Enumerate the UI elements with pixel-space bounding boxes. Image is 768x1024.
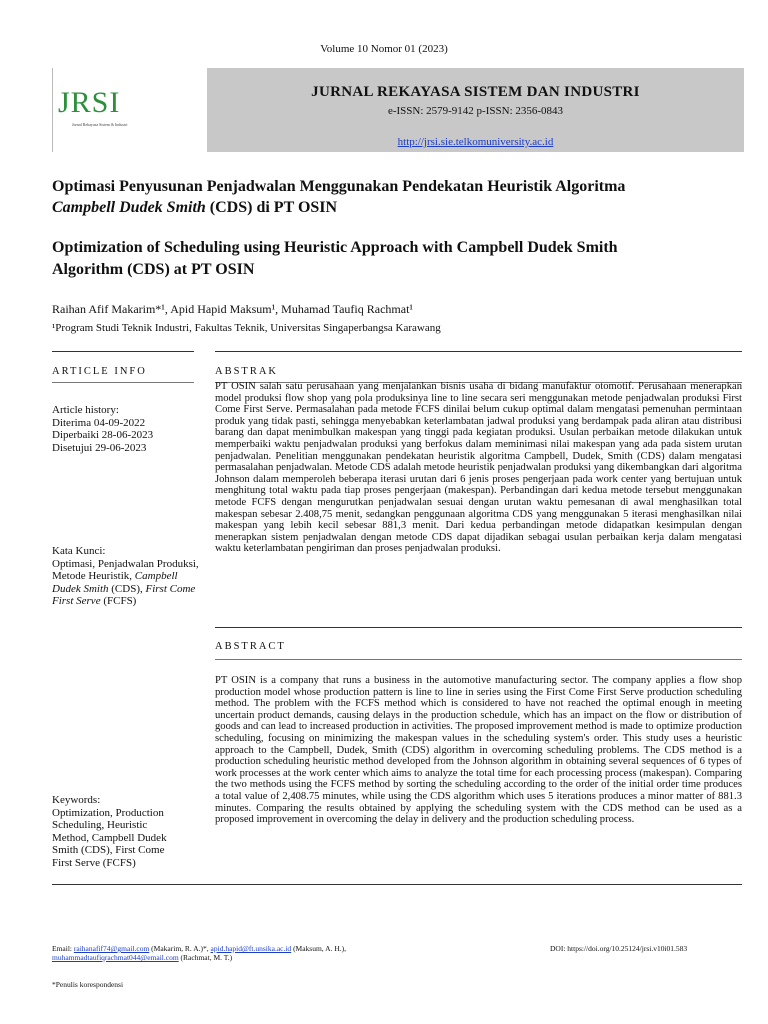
email-makarim-name: (Makarim, R. A.)*,: [149, 944, 211, 953]
doi: DOI: https://doi.org/10.25124/jrsi.v10i01.583: [550, 944, 688, 953]
divider-left-info: [52, 382, 194, 383]
email-link-rachmat[interactable]: muhammadtaufiqrachmat044@email.com: [52, 953, 179, 962]
email-rachmat-name: (Rachmat, M. T.): [178, 953, 233, 962]
keywords: [52, 794, 182, 869]
title-en-line1: Optimization of Scheduling using Heuristic Approach with Campbell Dudek Smith: [52, 239, 618, 256]
kata-kunci: [52, 545, 200, 608]
kata-kunci-part1: Optimasi, Penjadwalan Produksi, Metode Heuristik,: [52, 557, 199, 582]
divider-right-top: [215, 351, 742, 352]
title-id-line2: (CDS) di PT OSIN: [205, 199, 338, 216]
corresponding-note: *Penulis korespondensi: [52, 980, 124, 989]
kata-kunci-text: [52, 558, 200, 608]
abstrak-heading: ABSTRAK: [215, 366, 279, 377]
title-id-italic: Campbell Dudek Smith: [52, 199, 206, 216]
history-revised: Diperbaiki 28-06-2023: [52, 429, 154, 441]
affiliation: ¹Program Studi Teknik Industri, Fakultas Teknik, Universitas Singaperbangsa Karawang: [52, 322, 441, 334]
kata-kunci-label: Kata Kunci:: [52, 545, 106, 557]
email-link-makarim[interactable]: raihanafif74@gmail.com: [73, 944, 150, 953]
kata-kunci-part3: (CDS),: [108, 582, 146, 595]
paper-title-indonesian: [52, 176, 752, 218]
journal-logo-subtitle: Jurnal Rekayasa Sistem & Industri: [72, 122, 128, 127]
journal-issn: e-ISSN: 2579-9142 p-ISSN: 2356-0843: [387, 105, 564, 117]
divider-abstract: [215, 659, 742, 660]
kata-kunci-cds: Campbell Dudek Smith: [52, 570, 178, 595]
title-id-line1: Optimasi Penyusunan Penjadwalan Menggunakan Pendekatan Heuristik Algoritma: [52, 178, 626, 195]
history-received: Diterima 04-09-2022: [52, 416, 146, 429]
history-label: Article history:: [52, 404, 119, 416]
title-en-line2: Algorithm (CDS) at PT OSIN: [52, 261, 255, 278]
email-maksum-name: (Maksum, A. H.),: [291, 944, 346, 953]
history-accepted: Disetujui 29-06-2023: [52, 441, 147, 454]
article-history: [52, 404, 202, 454]
keywords-label: Keywords:: [52, 794, 101, 806]
paper-title-english: [52, 237, 752, 281]
email-link-maksum[interactable]: apid.hapid@ft.unsika.ac.id: [210, 944, 292, 953]
volume-info: Volume 10 Nomor 01 (2023): [320, 43, 448, 55]
divider-left-top: [52, 351, 194, 352]
kata-kunci-part5: (FCFS): [100, 595, 137, 607]
journal-title: JURNAL REKAYASA SISTEM DAN INDUSTRI: [311, 84, 640, 100]
journal-logo: JRSI: [58, 86, 121, 119]
divider-bottom: [52, 884, 742, 885]
abstract-heading: ABSTRACT: [215, 641, 286, 652]
keywords-text: Optimization, Production Scheduling, Heuristic Method, Campbell Dudek Smith (CDS), First Come First Serve (FCFS): [52, 806, 167, 869]
journal-url-link[interactable]: http://jrsi.sie.telkomuniversity.ac.id: [397, 136, 554, 148]
abstrak-text: PT OSIN salah satu perusahaan yang menjalankan bisnis usaha di bidang manufaktur otomotif. Perusahaan menerapkan model produksi flow shop yang pola produksinya line to line secara seri menggunakan metode penjadwalan produksi First Come First Serve. Permasalahan pada metode FCFS dinilai belum cukup optimal dalam mengatasi pemenuhan permintaan produk yang tidak pasti, sehingga menyebabkan keterlambatan jadwal produksi yang berdampak pada aliran atau distribusi barang dan dapat menimbulkan makespan yang tinggi pada kegiatan produksi. Usulan perbaikan metode dilakukan untuk memperbaiki waktu penjadwalan produksi yang berfokus dalam meminimasi nilai makespan yang ada pada sistem urutan penjadwalan. Penelitian menggunakan pendekatan heuristik algoritma Campbell, Dudek, Smith (CDS) dalam mengatasi permasalahan penjadwalan. Metode CDS adalah metode heuristik penjadwalan produksi yang dikembangkan dari algoritma Johnson dalam memperoleh beberapa iterasi urutan dari 6 jenis proses pengerjaan pada work center yang bertujuan untuk menghitung total waktu pada tiap proses pengerjaan (makespan). Perbandingan dari kedua metode tersebut menggunakan metode FCFS dengan mengurutkan penjadwalan sesuai dengan urutan waktu pemesanan di awal menghasilkan total makespan sebesar 2.408,75 menit, sedangkan penggunaan algoritma CDS yang menggunakan 5 iterasi menghasilkan nilai makespan yang lebih kecil sebesar 881,3 menit. Dari kedua perbandingan metode didapatkan kesimpulan dengan menerapkan sistem penjadwalan dengan metode CDS dapat dijadikan sebagai usulan perbaikan kerja dalam mengatasi waktu keterlambatan pengiriman dan proses penjadwalan produksi.: [215, 381, 742, 555]
email-label: Email:: [52, 944, 74, 953]
footer-emails: [52, 944, 522, 962]
authors: Raihan Afif Makarim*¹, Apid Hapid Maksum¹, Muhamad Taufiq Rachmat¹: [52, 302, 414, 316]
kata-kunci-fcfs: First Come First Serve: [52, 582, 196, 607]
divider-abstract-top: [215, 627, 742, 628]
abstract-text: PT OSIN is a company that runs a business in the automotive manufacturing sector. The company applies a flow shop production model whose production pattern is line to line in series using the First Come First Serve production scheduling method. The problem with the FCFS method which is considered to have not reached the optimal enough in meeting uncertain product demands, causing delays in the production schedule, which has an impact on the flow or distribution of goods and can lead to increased production in activities. The proposed improvement method is made to optimize production scheduling, focusing on minimizing the makespan values in the scheduling system's order. This study uses a heuristic approach to the Campbell, Dudek, Smith (CDS) algorithm in overcoming scheduling problems. The CDS method is a production scheduling heuristic method developed from the Johnson algorithm in obtaining several sequences of 6 types of work processes at the work center which aims to analyze the total time for each processing process (makespan). Comparing the two methods using the FCFS method by sorting the scheduling according to the order of the initial order time produces a total value of 2,408.75 minutes, while using the CDS algorithm which uses 5 iterations produces a minor matter of 881.3 minutes. Comparing the results obtained by applying the scheduling system with the CDS method can be used as a proposed improvement in overcoming the delay in delivery and the production scheduling process.: [215, 675, 742, 826]
article-info-heading: ARTICLE INFO: [52, 366, 147, 377]
